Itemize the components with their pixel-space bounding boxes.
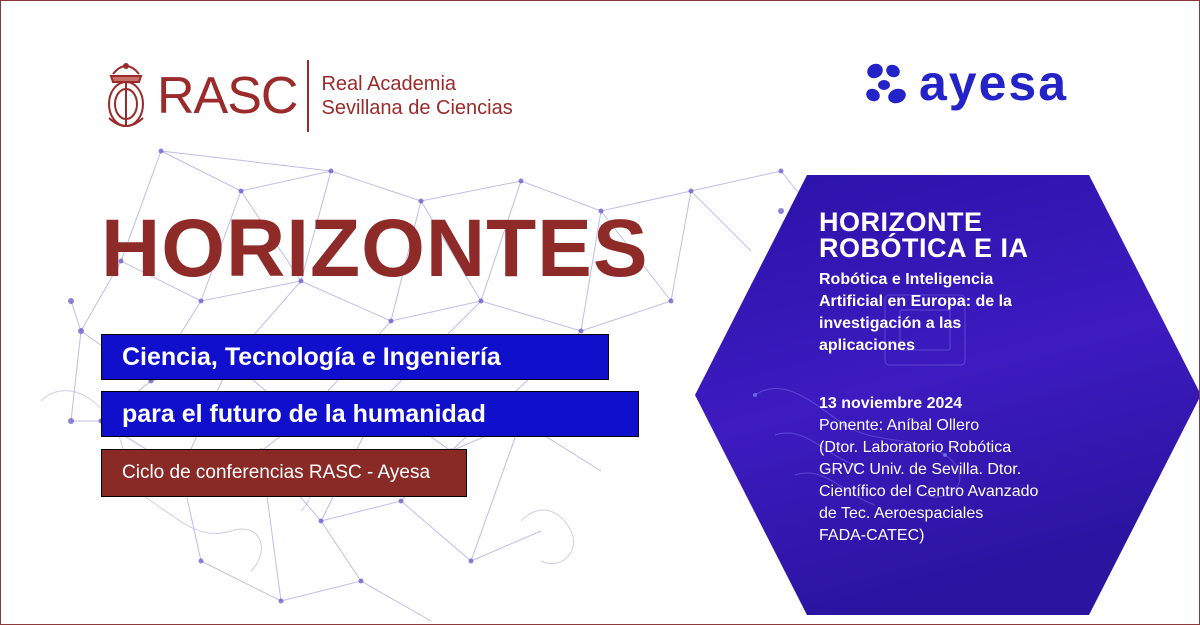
rasc-crest-icon bbox=[101, 56, 151, 136]
event-title bbox=[819, 209, 1199, 261]
ayesa-logo bbox=[863, 55, 1069, 111]
subtitle-line-1: Ciencia, Tecnología e Ingeniería bbox=[101, 334, 609, 380]
event-title-line-1: HORIZONTE bbox=[819, 207, 983, 237]
speaker-line-4: Científico del Centro Avanzado bbox=[819, 483, 1039, 500]
rasc-logo bbox=[101, 56, 513, 136]
speaker-line-1: Ponente: Aníbal Ollero bbox=[819, 417, 980, 434]
rasc-name-line-1: Real Academia bbox=[321, 73, 457, 95]
speaker-line-3: GRVC Univ. de Sevilla. Dtor. bbox=[819, 461, 1022, 478]
event-topic-line-2: Artificial en Europa: de la bbox=[819, 293, 1012, 310]
rasc-divider bbox=[307, 60, 309, 132]
event-topic-line-4: aplicaciones bbox=[819, 337, 916, 354]
rasc-name-line-2: Sevillana de Ciencias bbox=[321, 97, 513, 119]
event-topic-line-1: Robótica e Inteligencia bbox=[819, 271, 994, 288]
main-title: HORIZONTES bbox=[101, 203, 649, 294]
ayesa-mark-icon bbox=[863, 61, 913, 105]
subtitle-line-2: para el futuro de la humanidad bbox=[101, 391, 639, 437]
event-title-line-2: ROBÓTICA E IA bbox=[819, 233, 1029, 263]
rasc-acronym: RASC bbox=[157, 67, 298, 125]
series-label: Ciclo de conferencias RASC - Ayesa bbox=[101, 449, 467, 497]
event-topic bbox=[819, 269, 1199, 357]
rasc-full-name bbox=[321, 72, 512, 120]
ayesa-wordmark: ayesa bbox=[919, 55, 1069, 111]
speaker-line-6: FADA-CATEC) bbox=[819, 527, 925, 544]
event-speaker bbox=[819, 415, 1199, 547]
speaker-line-2: (Dtor. Laboratorio Robótica bbox=[819, 439, 1012, 456]
event-date: 13 noviembre 2024 bbox=[819, 395, 963, 412]
event-topic-line-3: investigación a las bbox=[819, 315, 962, 332]
event-details bbox=[819, 209, 1199, 547]
speaker-line-5: de Tec. Aeroespaciales bbox=[819, 505, 984, 522]
